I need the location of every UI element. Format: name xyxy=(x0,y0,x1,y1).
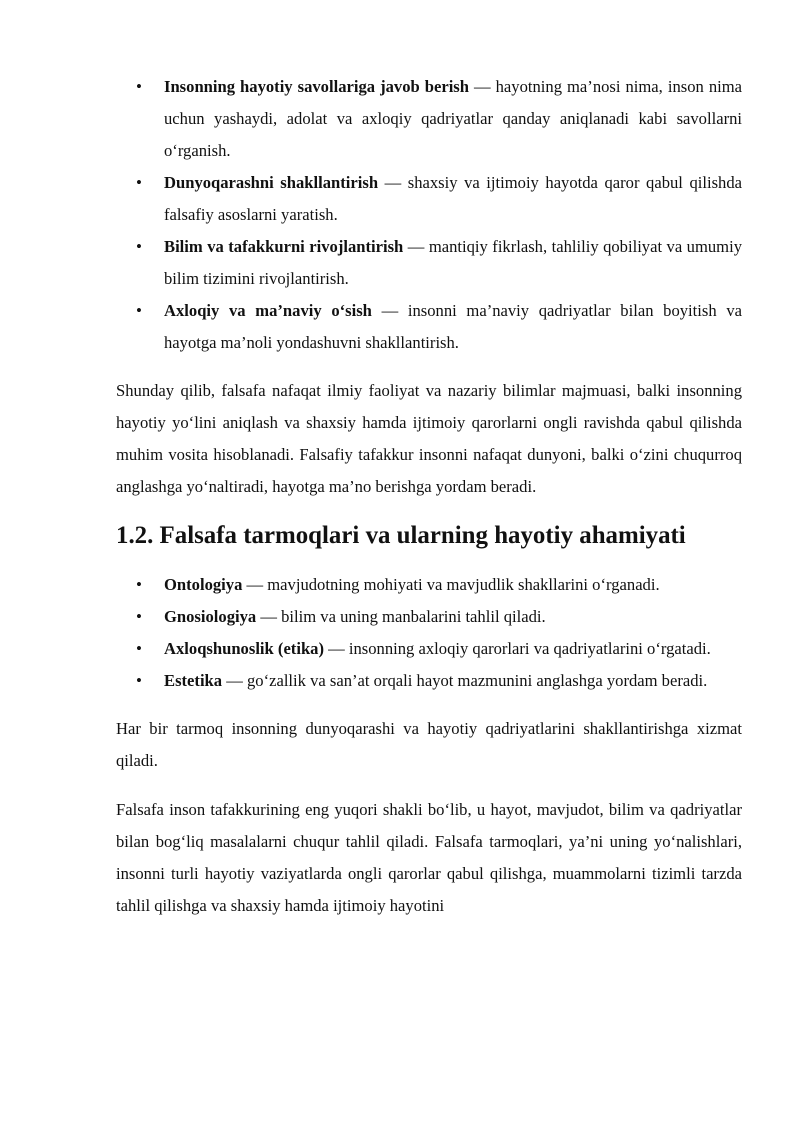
list-item xyxy=(116,601,742,633)
list-item xyxy=(116,71,742,167)
list-item-term: Gnosiologiya xyxy=(164,607,257,626)
bullet-icon: • xyxy=(136,639,142,658)
list-item-text: — go‘zallik va san’at orqali hayot mazmunini anglashga yordam beradi. xyxy=(222,671,708,690)
section-heading: 1.2. Falsafa tarmoqlari va ularning hayotiy ahamiyati xyxy=(116,522,686,549)
bullet-icon: • xyxy=(136,301,142,320)
list-item-term: Estetika xyxy=(164,671,223,690)
paragraph-branches-summary: Har bir tarmoq insonning dunyoqarashi va hayotiy qadriyatlarini shakllantirishga xizmat qiladi. xyxy=(116,719,742,770)
bullet-icon: • xyxy=(136,173,142,192)
list-item xyxy=(116,231,742,295)
paragraph-summary: Shunday qilib, falsafa nafaqat ilmiy faoliyat va nazariy bilimlar majmuasi, balki insonning hayotiy yo‘lini aniqlash va shaxsiy hamda ijtimoiy qarorlarni ongli ravishda qabul qilishda muhim vosita hisoblanadi. Falsafiy tafakkur insonni nafaqat dunyoni, balki o‘zini chuqurroq anglashga yo‘naltiradi, hayotga ma’no berishga yordam beradi. xyxy=(116,381,742,496)
paragraph-conclusion: Falsafa inson tafakkurining eng yuqori shakli bo‘lib, u hayot, mavjudot, bilim va qadriyatlar bilan bog‘liq masalalarni chuqur tahlil qiladi. Falsafa tarmoqlari, ya’ni uning yo‘nalishlari, insonni turli hayotiy vaziyatlarda ongli qarorlar qabul qilishga, muammolarni tizimli tarzda tahlil qilishga va shaxsiy hamda ijtimoiy hayotini xyxy=(116,800,742,915)
list-item-term: Axloqshunoslik (etika) xyxy=(164,639,324,658)
list-item-text: — shaxsiy va ijtimoiy hayotda qaror qabul qilishda falsafiy asoslarni yaratish. xyxy=(164,173,742,224)
bullet-icon: • xyxy=(136,575,142,594)
bullet-icon: • xyxy=(136,77,142,96)
bullet-icon: • xyxy=(136,607,142,626)
list-item-term: Axloqiy va ma’naviy o‘sish xyxy=(164,301,372,320)
bullet-list-branches xyxy=(116,569,742,697)
list-item xyxy=(116,665,742,697)
bullet-list-purposes xyxy=(116,71,742,359)
list-item xyxy=(116,295,742,359)
list-item-term: Ontologiya xyxy=(164,575,243,594)
list-item-text: — insonning axloqiy qarorlari va qadriyatlarini o‘rgatadi. xyxy=(324,639,711,658)
list-item-text: — mavjudotning mohiyati va mavjudlik shakllarini o‘rganadi. xyxy=(242,575,660,594)
bullet-icon: • xyxy=(136,237,142,256)
list-item xyxy=(116,569,742,601)
document-page xyxy=(116,70,742,922)
list-item xyxy=(116,167,742,231)
bullet-icon: • xyxy=(136,671,142,690)
list-item xyxy=(116,633,742,665)
list-item-term: Insonning hayotiy savollariga javob berish xyxy=(164,77,469,96)
list-item-term: Bilim va tafakkurni rivojlantirish xyxy=(164,237,404,256)
list-item-text: — mantiqiy fikrlash, tahliliy qobiliyat va umumiy bilim tizimini rivojlantirish. xyxy=(164,237,742,288)
list-item-text: — hayotning ma’nosi nima, inson nima uchun yashaydi, adolat va axloqiy qadriyatlar qanday aniqlanadi kabi savollarni o‘rganish. xyxy=(164,77,742,160)
list-item-text: — insonni ma’naviy qadriyatlar bilan boyitish va hayotga ma’noli yondashuvni shakllantirish. xyxy=(164,301,742,352)
list-item-term: Dunyoqarashni shakllantirish xyxy=(164,173,379,192)
list-item-text: — bilim va uning manbalarini tahlil qiladi. xyxy=(256,607,546,626)
